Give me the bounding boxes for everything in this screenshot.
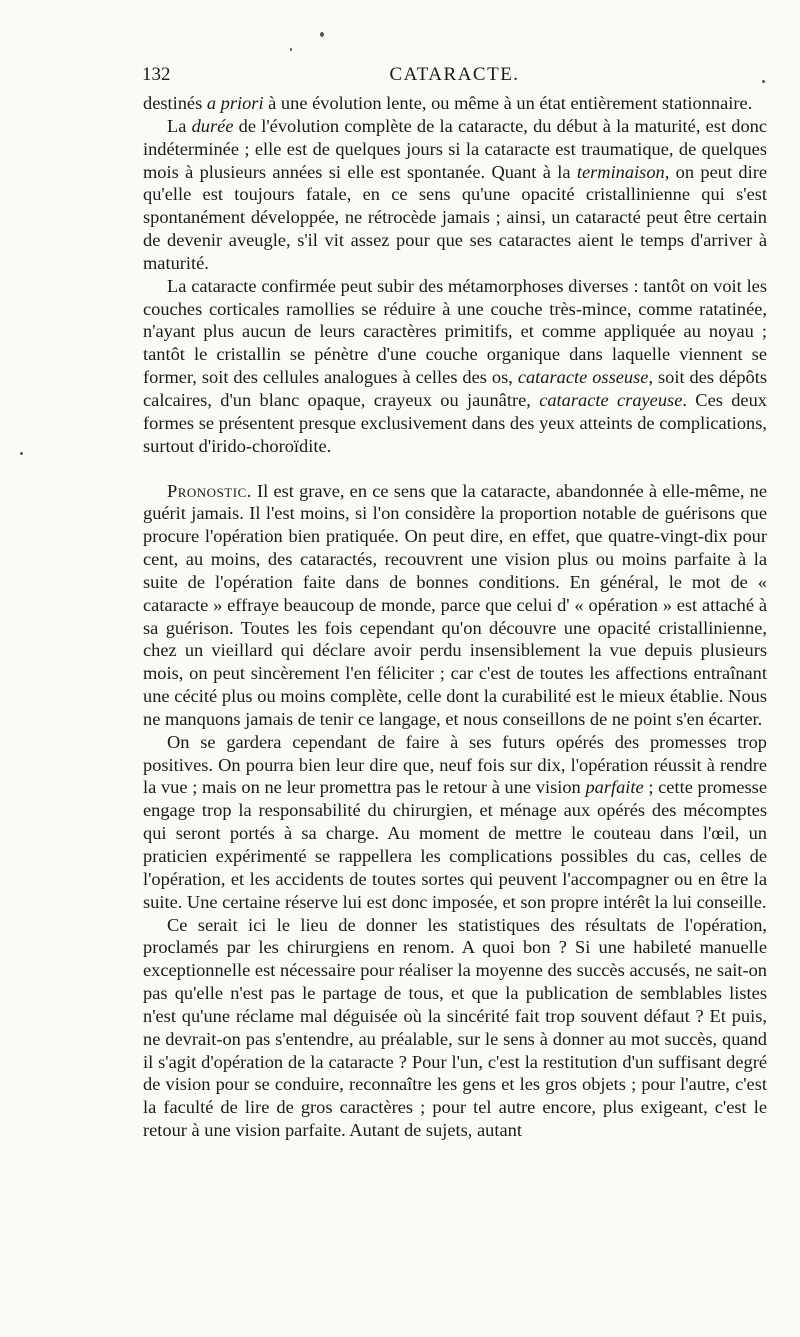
scan-speck	[320, 32, 324, 37]
scan-speck	[20, 452, 23, 455]
text-run: Ce serait ici le lieu de donner les statistiques des résultats de l'opération, proclamés par les chirurgiens en renom. A quoi bon ? Si une habileté manuelle exceptionnelle est nécessaire pour réaliser la moyenne des succès accusés, ne sait-on pas qu'elle n'est pas le partage de tous, et que la publication de semblables listes n'est qu'une réclame mal déguisée où la sincérité fait trop souvent défaut ? Et puis, ne devrait-on pas s'entendre, au préalable, sur le sens à donner au mot succès, quand il s'agit d'opération de la cataracte ? Pour l'un, c'est la restitution d'un suffisant degré de vision pour se conduire, reconnaître les gens et les gros objets ; pour l'autre, c'est la faculté de lire de gros caractères ; pour tel autre encore, plus exigeant, c'est le retour à une vision parfaite. Autant de sujets, autant	[143, 914, 767, 1141]
scan-speck	[290, 48, 292, 51]
italic-term: a priori	[206, 93, 264, 113]
paragraph-statistiques	[143, 914, 767, 1142]
italic-term: durée	[191, 115, 234, 136]
text-run: . Ces deux formes se présentent presque exclusivement dans des yeux atteints de complications, surtout d'irido-choroïdite.	[143, 389, 767, 456]
text-run: Il est grave, en ce sens que la cataracte, abandonnée à elle-même, ne guérit jamais. Il l'est moins, si l'on considère la proportion notable de guérisons que procure l'opération bien pratiquée. On peut dire, en effet, que quatre-vingt-dix pour cent, au moins, des cataractés, recouvrent une vision plus ou moins parfaite à la suite de l'opération faite dans de bonnes conditions. En général, le mot de « cataracte » effraye beaucoup de monde, parce que celui d' « opération » est attaché à sa guérison. Toutes les fois cependant qu'on découvre une opacité cristallinienne, chez un vieillard qui déclare avoir perdu insensiblement la vue depuis plusieurs mois, on peut sincèrement l'en féliciter ; car c'est de toutes les affections entraînant une cécité plus ou moins complète, celle dont la curabilité est le mieux établie. Nous ne manquons jamais de tenir ce langage, et nous conseillons de ne point s'en écarter.	[143, 480, 767, 729]
italic-term: parfaite	[585, 777, 644, 798]
page-number: 132	[142, 64, 171, 85]
text-run: On se gardera cependant de faire à ses futurs opérés des promesses trop positives. On pourra bien leur dire que, neuf fois sur dix, l'opération réussit à rendre la vue ; mais on ne leur promettra pas le retour à une vision	[143, 731, 767, 798]
text-run: ; cette promesse engage trop la responsabilité du chirurgien, et ménage aux opérés des mécomptes qui seront portés à sa charge. Au moment de mettre le couteau dans l'œil, un praticien expérimenté se rappellera les complications possibles du cas, celles de l'opération, et les accidents de toutes sortes qui peuvent l'accompagner ou en être la suite. Une certaine réserve lui est donc imposée, et son propre intérêt la lui conseille.	[143, 777, 767, 912]
italic-term: terminaison	[576, 161, 665, 182]
scan-speck	[762, 80, 765, 83]
paragraph-pronostic	[143, 480, 767, 731]
paragraph-metamorphoses	[143, 275, 767, 458]
text-run: , soit des dépôts calcaires, d'un blanc opaque, crayeux ou jaunâtre,	[143, 367, 768, 410]
running-header	[142, 64, 767, 88]
paragraph-promesses	[143, 731, 767, 914]
section-label: Pronostic.	[167, 480, 252, 501]
paragraph-duree	[143, 115, 767, 275]
italic-term: cataracte crayeuse	[539, 389, 683, 410]
italic-term: cataracte osseuse	[517, 367, 649, 388]
text-run: à une évolution lente, ou même à un état entièrement stationnaire.	[263, 93, 753, 113]
text-run: La	[167, 115, 192, 136]
text-run: de l'évolution complète de la cataracte, du début à la maturité, est donc indéterminée ; elle est de quelques jours si la cataracte est traumatique, de quelques mois à plusieurs années si elle est spontanée. Quant à la	[143, 115, 767, 182]
text-run: , on peut dire qu'elle est toujours fatale, en ce sens qu'une opacité cristallinienne qui s'est spontanément développée, ne rétrocède jamais ; ainsi, un cataracté peut être certain de devenir aveugle, s'il vit assez pour que ses cataractes aient le temps d'arriver à maturité.	[143, 161, 767, 273]
paragraph-continuation	[143, 92, 767, 115]
text-run: destinés	[143, 93, 207, 113]
running-title: CATARACTE.	[389, 64, 520, 85]
text-run: La cataracte confirmée peut subir des métamorphoses diverses : tantôt on voit les couches corticales ramollies se réduire à une couche très-mince, comme ratatinée, n'ayant plus aucun de leurs caractères primitifs, et comme appliquée au noyau ; tantôt le cristallin se pénètre d'une couche organique dans laquelle viennent se former, soit des cellules analogues à celles des os,	[143, 275, 767, 388]
body-text	[143, 92, 767, 1142]
